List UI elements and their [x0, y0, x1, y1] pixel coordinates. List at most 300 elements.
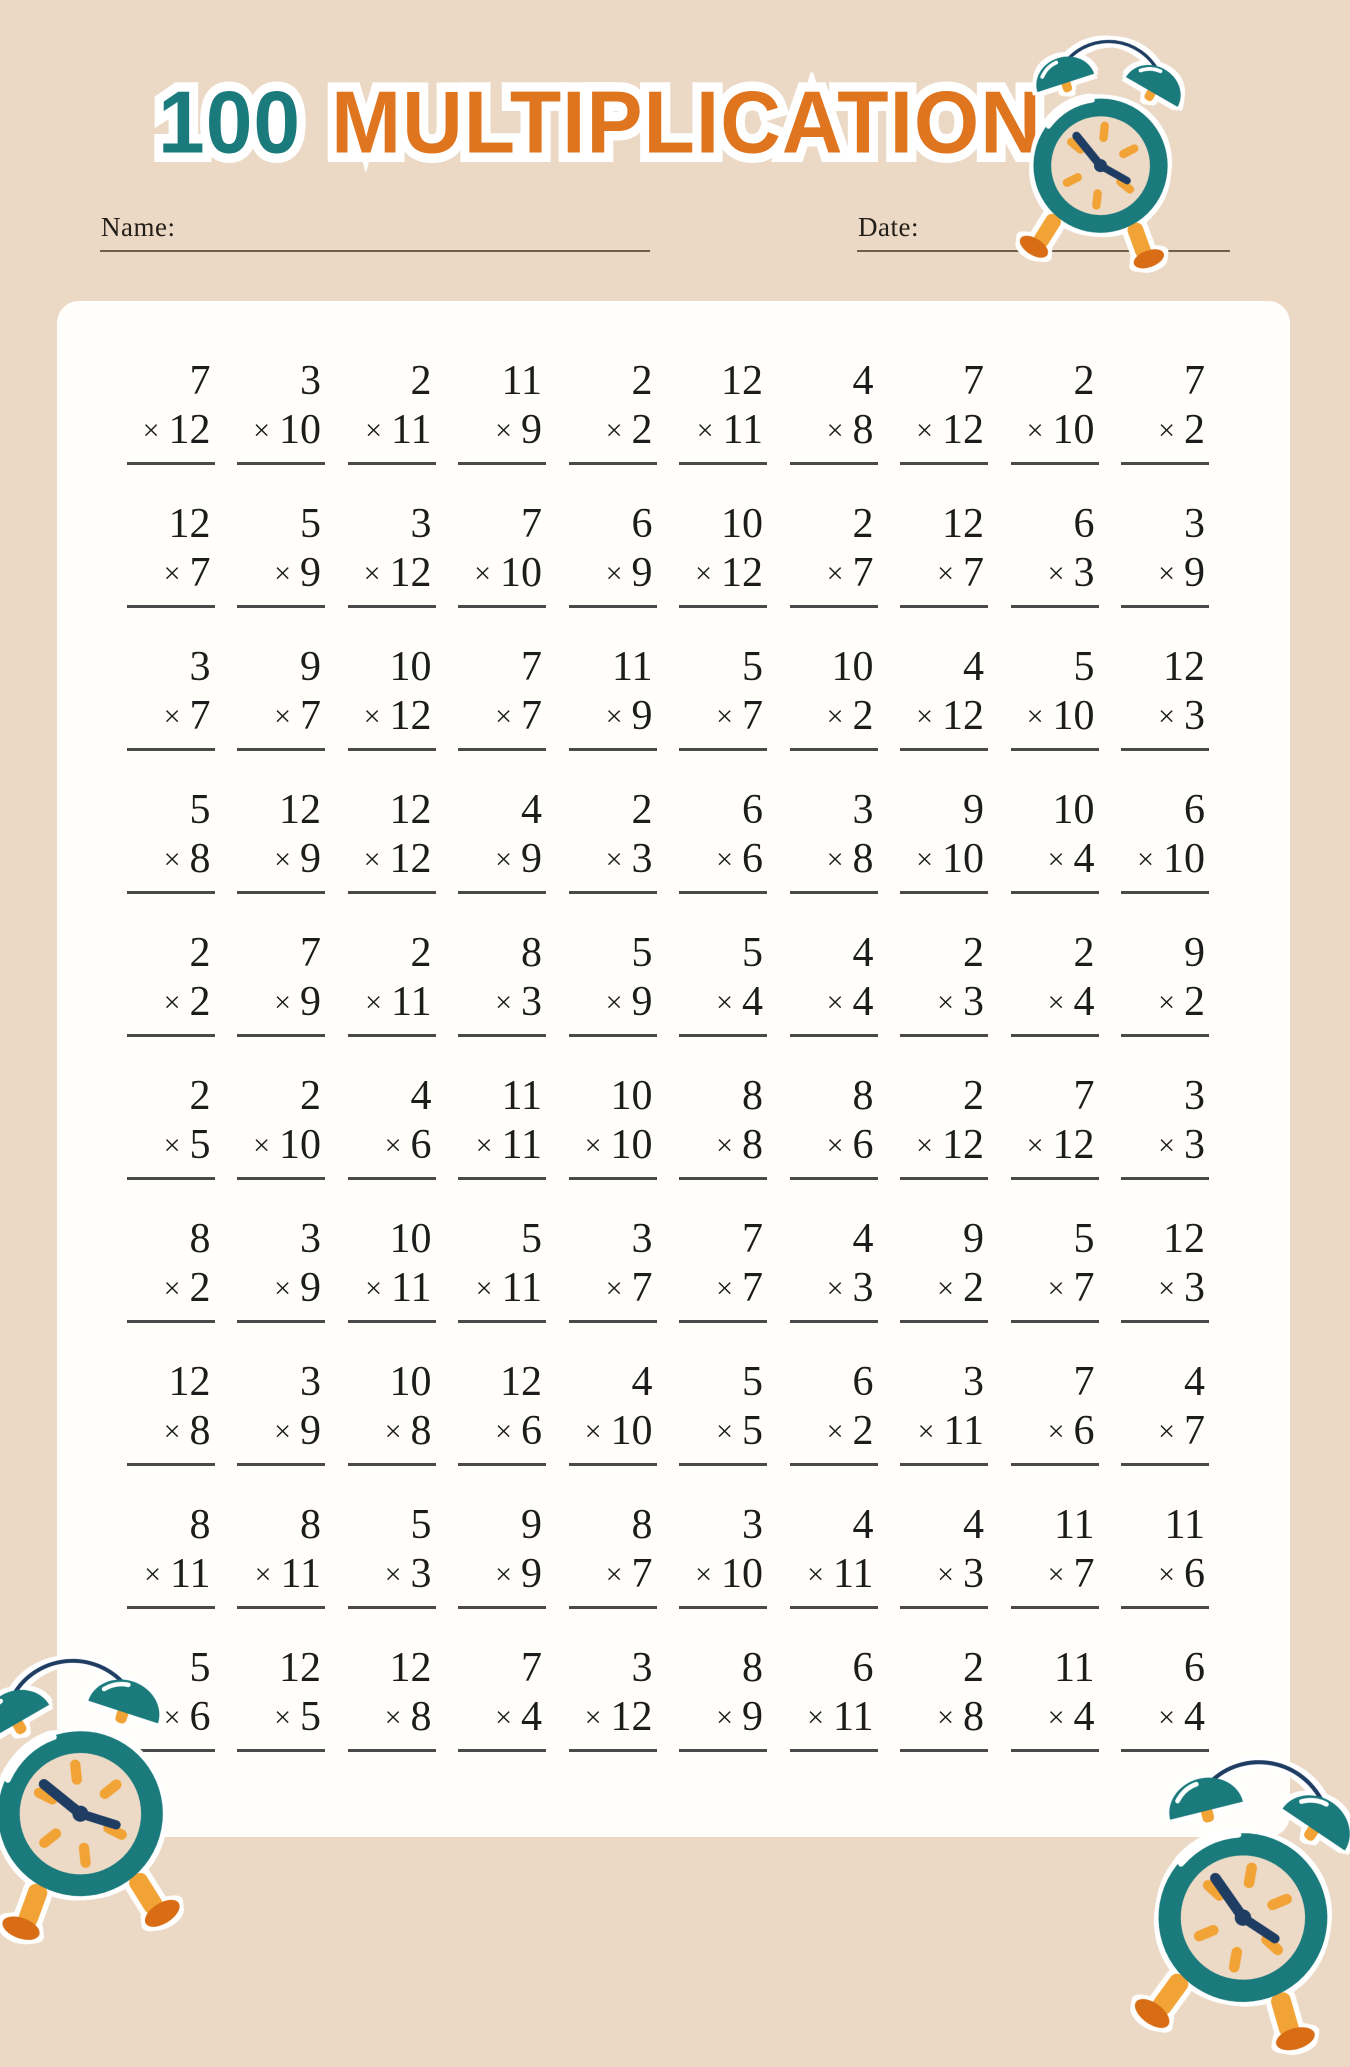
multiplicand: 3 [300, 1359, 321, 1405]
multiply-sign: × [384, 1129, 402, 1162]
answer-blank[interactable] [679, 462, 767, 465]
multiplicand: 4 [852, 1216, 874, 1262]
multiplier: 7 [631, 1265, 653, 1311]
multiplicand: 10 [610, 1073, 653, 1119]
answer-blank[interactable] [1121, 462, 1209, 465]
answer-blank[interactable] [1011, 1749, 1099, 1752]
answer-blank[interactable] [1011, 1177, 1099, 1180]
multiplier: 9 [521, 407, 542, 453]
multiply-sign: × [253, 1129, 270, 1162]
problem-cell [999, 360, 1110, 503]
multiplier: 11 [391, 979, 432, 1025]
multiply-sign: × [274, 1272, 291, 1305]
answer-blank[interactable] [1121, 891, 1209, 894]
multiply-sign: × [716, 843, 733, 876]
problem-cell [889, 360, 1000, 503]
multiplicand: 7 [742, 1216, 763, 1262]
multiply-sign: × [584, 1701, 602, 1734]
multiplicand: 8 [631, 1502, 653, 1548]
multiplier: 2 [1184, 979, 1205, 1025]
multiplicand: 9 [963, 787, 984, 833]
multiplicand: 5 [1073, 644, 1095, 690]
multiplicand: 5 [631, 930, 653, 976]
multiply-sign: × [605, 843, 623, 876]
problem-cell [115, 1075, 226, 1218]
multiplier: 7 [742, 1265, 763, 1311]
answer-blank[interactable] [127, 1463, 215, 1466]
answer-blank[interactable] [458, 1749, 546, 1752]
multiply-sign: × [163, 557, 181, 590]
multiply-sign: × [495, 700, 512, 733]
multiplicand: 4 [631, 1359, 653, 1405]
multiplicand: 4 [852, 930, 874, 976]
answer-blank[interactable] [900, 1320, 988, 1323]
multiply-sign: × [365, 1272, 383, 1305]
answer-blank[interactable] [348, 1320, 436, 1323]
answer-blank[interactable] [458, 1177, 546, 1180]
multiplier: 10 [942, 836, 984, 882]
multiply-sign: × [1137, 843, 1154, 876]
answer-blank[interactable] [790, 1606, 878, 1609]
multiply-sign: × [163, 1272, 181, 1305]
multiply-sign: × [605, 700, 623, 733]
multiplier: 12 [168, 407, 211, 453]
multiply-sign: × [605, 1558, 623, 1591]
answer-blank[interactable] [900, 1749, 988, 1752]
answer-blank[interactable] [1011, 1034, 1099, 1037]
answer-blank[interactable] [348, 605, 436, 608]
answer-blank[interactable] [237, 1034, 325, 1037]
multiplicand: 4 [521, 787, 542, 833]
multiplier: 12 [389, 836, 432, 882]
problem-cell [115, 646, 226, 789]
problem-cell [778, 360, 889, 503]
answer-blank[interactable] [127, 891, 215, 894]
multiply-sign: × [144, 1558, 162, 1591]
multiply-sign: × [916, 700, 933, 733]
answer-blank[interactable] [1121, 1177, 1209, 1180]
answer-blank[interactable] [237, 1606, 325, 1609]
multiplier: 9 [1184, 550, 1205, 596]
answer-blank[interactable] [790, 1034, 878, 1037]
problem-cell [889, 1504, 1000, 1647]
multiplier: 10 [610, 1408, 653, 1454]
answer-blank[interactable] [348, 1463, 436, 1466]
multiplier: 7 [1073, 1265, 1095, 1311]
answer-blank[interactable] [900, 1034, 988, 1037]
answer-blank[interactable] [348, 891, 436, 894]
multiply-sign: × [363, 557, 381, 590]
multiplier: 3 [1073, 550, 1095, 596]
answer-blank[interactable] [569, 1463, 657, 1466]
answer-blank[interactable] [790, 1177, 878, 1180]
multiplicand: 2 [1073, 930, 1095, 976]
answer-blank[interactable] [458, 1606, 546, 1609]
multiplier: 12 [389, 693, 432, 739]
multiplier: 10 [1052, 693, 1095, 739]
multiplier: 7 [300, 693, 321, 739]
answer-blank[interactable] [679, 1606, 767, 1609]
multiplier: 9 [300, 550, 321, 596]
multiply-sign: × [916, 414, 933, 447]
multiplicand: 4 [1184, 1359, 1205, 1405]
problem-cell [668, 646, 779, 789]
multiply-sign: × [495, 843, 512, 876]
answer-blank[interactable] [127, 1177, 215, 1180]
answer-blank[interactable] [1121, 1463, 1209, 1466]
multiplicand: 4 [852, 1502, 874, 1548]
answer-blank[interactable] [679, 1177, 767, 1180]
answer-blank[interactable] [348, 1749, 436, 1752]
multiply-sign: × [716, 700, 733, 733]
multiply-sign: × [475, 1272, 493, 1305]
multiply-sign: × [163, 843, 181, 876]
problem-cell [557, 503, 668, 646]
multiply-sign: × [1158, 414, 1175, 447]
multiplier: 8 [410, 1694, 432, 1740]
answer-blank[interactable] [1011, 748, 1099, 751]
name-input-line[interactable] [100, 250, 650, 252]
multiply-sign: × [384, 1558, 402, 1591]
multiplicand: 2 [631, 787, 653, 833]
multiplier: 6 [852, 1122, 874, 1168]
multiplier: 3 [1184, 1265, 1205, 1311]
multiplicand: 2 [1073, 358, 1095, 404]
answer-blank[interactable] [237, 1320, 325, 1323]
multiplicand: 12 [1163, 1216, 1205, 1262]
problem-cell [336, 646, 447, 789]
multiplicand: 3 [189, 644, 211, 690]
problem-cell [668, 932, 779, 1075]
answer-blank[interactable] [1011, 1463, 1099, 1466]
problem-cell [1110, 503, 1221, 646]
answer-blank[interactable] [458, 462, 546, 465]
answer-blank[interactable] [458, 1320, 546, 1323]
multiplicand: 3 [631, 1216, 653, 1262]
multiplier: 4 [1073, 836, 1095, 882]
multiply-sign: × [807, 1701, 825, 1734]
multiplier: 8 [742, 1122, 763, 1168]
multiplier: 9 [300, 979, 321, 1025]
answer-blank[interactable] [237, 462, 325, 465]
problem-cell [1110, 1361, 1221, 1504]
answer-blank[interactable] [790, 748, 878, 751]
multiplicand: 4 [410, 1073, 432, 1119]
answer-blank[interactable] [237, 605, 325, 608]
answer-blank[interactable] [237, 1463, 325, 1466]
multiplicand: 7 [1184, 358, 1205, 404]
multiplicand: 4 [963, 1502, 984, 1548]
multiplicand: 8 [300, 1502, 321, 1548]
multiplier: 12 [610, 1694, 653, 1740]
answer-blank[interactable] [127, 605, 215, 608]
answer-blank[interactable] [1011, 1606, 1099, 1609]
multiplier: 10 [279, 407, 321, 453]
multiplicand: 2 [189, 930, 211, 976]
multiplicand: 5 [189, 1645, 211, 1691]
problem-cell [668, 503, 779, 646]
answer-blank[interactable] [348, 462, 436, 465]
answer-blank[interactable] [790, 1320, 878, 1323]
answer-blank[interactable] [458, 1034, 546, 1037]
problem-cell [557, 646, 668, 789]
multiply-sign: × [274, 557, 291, 590]
answer-blank[interactable] [348, 1606, 436, 1609]
problem-cell [778, 503, 889, 646]
multiplicand: 2 [410, 930, 432, 976]
multiply-sign: × [163, 1129, 181, 1162]
multiplier: 7 [1184, 1408, 1205, 1454]
problem-cell [889, 1361, 1000, 1504]
answer-blank[interactable] [458, 1463, 546, 1466]
multiply-sign: × [274, 986, 291, 1019]
answer-blank[interactable] [237, 1749, 325, 1752]
answer-blank[interactable] [237, 891, 325, 894]
multiply-sign: × [605, 414, 623, 447]
multiplicand: 12 [279, 1645, 321, 1691]
answer-blank[interactable] [900, 748, 988, 751]
answer-blank[interactable] [127, 1606, 215, 1609]
multiplier: 12 [389, 550, 432, 596]
multiplicand: 3 [1184, 1073, 1205, 1119]
multiply-sign: × [1158, 1558, 1175, 1591]
multiplicand: 12 [721, 358, 763, 404]
multiplicand: 8 [852, 1073, 874, 1119]
multiplier: 10 [1052, 407, 1095, 453]
answer-blank[interactable] [237, 748, 325, 751]
multiply-sign: × [384, 1701, 402, 1734]
problem-cell [557, 1075, 668, 1218]
problem-cell [226, 789, 337, 932]
answer-blank[interactable] [900, 1177, 988, 1180]
multiplicand: 8 [742, 1645, 763, 1691]
multiplicand: 11 [1054, 1502, 1095, 1548]
answer-blank[interactable] [900, 1606, 988, 1609]
answer-blank[interactable] [679, 1320, 767, 1323]
multiplicand: 8 [742, 1073, 763, 1119]
answer-blank[interactable] [237, 1177, 325, 1180]
problem-cell [226, 932, 337, 1075]
answer-blank[interactable] [1011, 1320, 1099, 1323]
multiply-sign: × [716, 1272, 733, 1305]
answer-blank[interactable] [1011, 891, 1099, 894]
multiply-sign: × [1026, 1129, 1044, 1162]
problem-cell [336, 1218, 447, 1361]
problem-cell [226, 646, 337, 789]
problem-cell [115, 503, 226, 646]
multiply-sign: × [605, 986, 623, 1019]
problem-cell [778, 1647, 889, 1790]
multiply-sign: × [1158, 1415, 1175, 1448]
multiplier: 6 [1184, 1551, 1205, 1597]
multiplicand: 6 [1184, 1645, 1205, 1691]
multiply-sign: × [937, 1558, 954, 1591]
multiplicand: 11 [1054, 1645, 1095, 1691]
multiplier: 11 [501, 1122, 542, 1168]
multiplier: 3 [963, 1551, 984, 1597]
problem-cell [557, 789, 668, 932]
multiply-sign: × [495, 1415, 512, 1448]
problem-cell [115, 1218, 226, 1361]
answer-blank[interactable] [569, 1177, 657, 1180]
problem-cell [668, 1075, 779, 1218]
multiplier: 11 [833, 1694, 874, 1740]
answer-blank[interactable] [569, 1749, 657, 1752]
multiplier: 4 [1073, 979, 1095, 1025]
multiplicand: 12 [500, 1359, 542, 1405]
answer-blank[interactable] [900, 1463, 988, 1466]
multiplier: 9 [742, 1694, 763, 1740]
answer-blank[interactable] [127, 1034, 215, 1037]
answer-blank[interactable] [679, 891, 767, 894]
multiplicand: 7 [300, 930, 321, 976]
problem-cell [115, 360, 226, 503]
problems-grid [115, 360, 1220, 1790]
problem-cell [226, 503, 337, 646]
answer-blank[interactable] [900, 891, 988, 894]
answer-blank[interactable] [790, 605, 878, 608]
problem-cell [115, 1361, 226, 1504]
problem-cell [336, 1075, 447, 1218]
multiplicand: 6 [631, 501, 653, 547]
multiply-sign: × [826, 700, 844, 733]
multiplicand: 2 [852, 501, 874, 547]
alarm-clock-icon [988, 16, 1217, 278]
answer-blank[interactable] [1121, 1320, 1209, 1323]
problem-cell [1110, 932, 1221, 1075]
answer-blank[interactable] [569, 605, 657, 608]
multiply-sign: × [1047, 843, 1065, 876]
multiply-sign: × [274, 1701, 291, 1734]
multiplicand: 3 [300, 1216, 321, 1262]
multiplicand: 12 [942, 501, 984, 547]
answer-blank[interactable] [1011, 462, 1099, 465]
multiply-sign: × [1047, 1701, 1065, 1734]
answer-blank[interactable] [1011, 605, 1099, 608]
multiplier: 11 [943, 1408, 984, 1454]
multiplier: 2 [963, 1265, 984, 1311]
problem-cell [336, 1361, 447, 1504]
problem-cell [1110, 360, 1221, 503]
multiplier: 10 [721, 1551, 763, 1597]
multiply-sign: × [826, 557, 844, 590]
answer-blank[interactable] [569, 1606, 657, 1609]
multiplicand: 8 [189, 1216, 211, 1262]
answer-blank[interactable] [900, 605, 988, 608]
answer-blank[interactable] [458, 605, 546, 608]
multiplicand: 2 [410, 358, 432, 404]
answer-blank[interactable] [1121, 1606, 1209, 1609]
answer-blank[interactable] [679, 1463, 767, 1466]
multiplier: 9 [300, 1265, 321, 1311]
problem-cell [889, 1218, 1000, 1361]
answer-blank[interactable] [790, 891, 878, 894]
answer-blank[interactable] [458, 891, 546, 894]
answer-blank[interactable] [348, 748, 436, 751]
multiply-sign: × [495, 414, 512, 447]
answer-blank[interactable] [127, 462, 215, 465]
multiplier: 6 [521, 1408, 542, 1454]
multiplicand: 7 [521, 501, 542, 547]
problem-cell [336, 1647, 447, 1790]
multiplier: 7 [963, 550, 984, 596]
multiplicand: 10 [721, 501, 763, 547]
multiplier: 6 [410, 1122, 432, 1168]
multiplier: 7 [189, 693, 211, 739]
multiplicand: 3 [631, 1645, 653, 1691]
problem-cell [115, 789, 226, 932]
answer-blank[interactable] [348, 1034, 436, 1037]
name-label: Name: [101, 212, 176, 242]
multiplier: 3 [852, 1265, 874, 1311]
answer-blank[interactable] [790, 1749, 878, 1752]
multiply-sign: × [605, 1272, 623, 1305]
multiplicand: 12 [168, 501, 211, 547]
multiplicand: 6 [1073, 501, 1095, 547]
multiply-sign: × [1158, 1701, 1175, 1734]
multiplicand: 5 [1073, 1216, 1095, 1262]
multiplicand: 9 [1184, 930, 1205, 976]
multiply-sign: × [937, 557, 954, 590]
answer-blank[interactable] [900, 462, 988, 465]
multiplier: 3 [410, 1551, 432, 1597]
multiply-sign: × [1047, 1272, 1065, 1305]
answer-blank[interactable] [569, 1320, 657, 1323]
multiply-sign: × [274, 1415, 291, 1448]
answer-blank[interactable] [569, 1034, 657, 1037]
answer-blank[interactable] [679, 748, 767, 751]
multiply-sign: × [363, 843, 381, 876]
problem-cell [668, 1361, 779, 1504]
multiplicand: 12 [168, 1359, 211, 1405]
answer-blank[interactable] [1121, 748, 1209, 751]
multiplicand: 5 [742, 644, 763, 690]
problem-cell [226, 1218, 337, 1361]
answer-blank[interactable] [127, 1320, 215, 1323]
answer-blank[interactable] [569, 891, 657, 894]
multiply-sign: × [916, 1129, 933, 1162]
answer-blank[interactable] [679, 605, 767, 608]
problem-cell [889, 1075, 1000, 1218]
answer-blank[interactable] [679, 1034, 767, 1037]
answer-blank[interactable] [569, 748, 657, 751]
multiplicand: 2 [631, 358, 653, 404]
multiplier: 9 [521, 1551, 542, 1597]
answer-blank[interactable] [127, 748, 215, 751]
multiplicand: 10 [389, 1216, 432, 1262]
multiplier: 8 [852, 407, 874, 453]
problem-cell [1110, 1075, 1221, 1218]
answer-blank[interactable] [1121, 1034, 1209, 1037]
multiplier: 9 [300, 1408, 321, 1454]
multiplicand: 12 [1163, 644, 1205, 690]
multiplicand: 6 [1184, 787, 1205, 833]
multiplier: 6 [1073, 1408, 1095, 1454]
answer-blank[interactable] [790, 1463, 878, 1466]
multiplier: 9 [300, 836, 321, 882]
multiply-sign: × [716, 1415, 733, 1448]
answer-blank[interactable] [790, 462, 878, 465]
problem-cell [778, 1504, 889, 1647]
answer-blank[interactable] [1121, 605, 1209, 608]
answer-blank[interactable] [679, 1749, 767, 1752]
problem-cell [668, 1647, 779, 1790]
answer-blank[interactable] [569, 462, 657, 465]
answer-blank[interactable] [458, 748, 546, 751]
answer-blank[interactable] [348, 1177, 436, 1180]
multiply-sign: × [495, 1558, 512, 1591]
problem-cell [336, 360, 447, 503]
